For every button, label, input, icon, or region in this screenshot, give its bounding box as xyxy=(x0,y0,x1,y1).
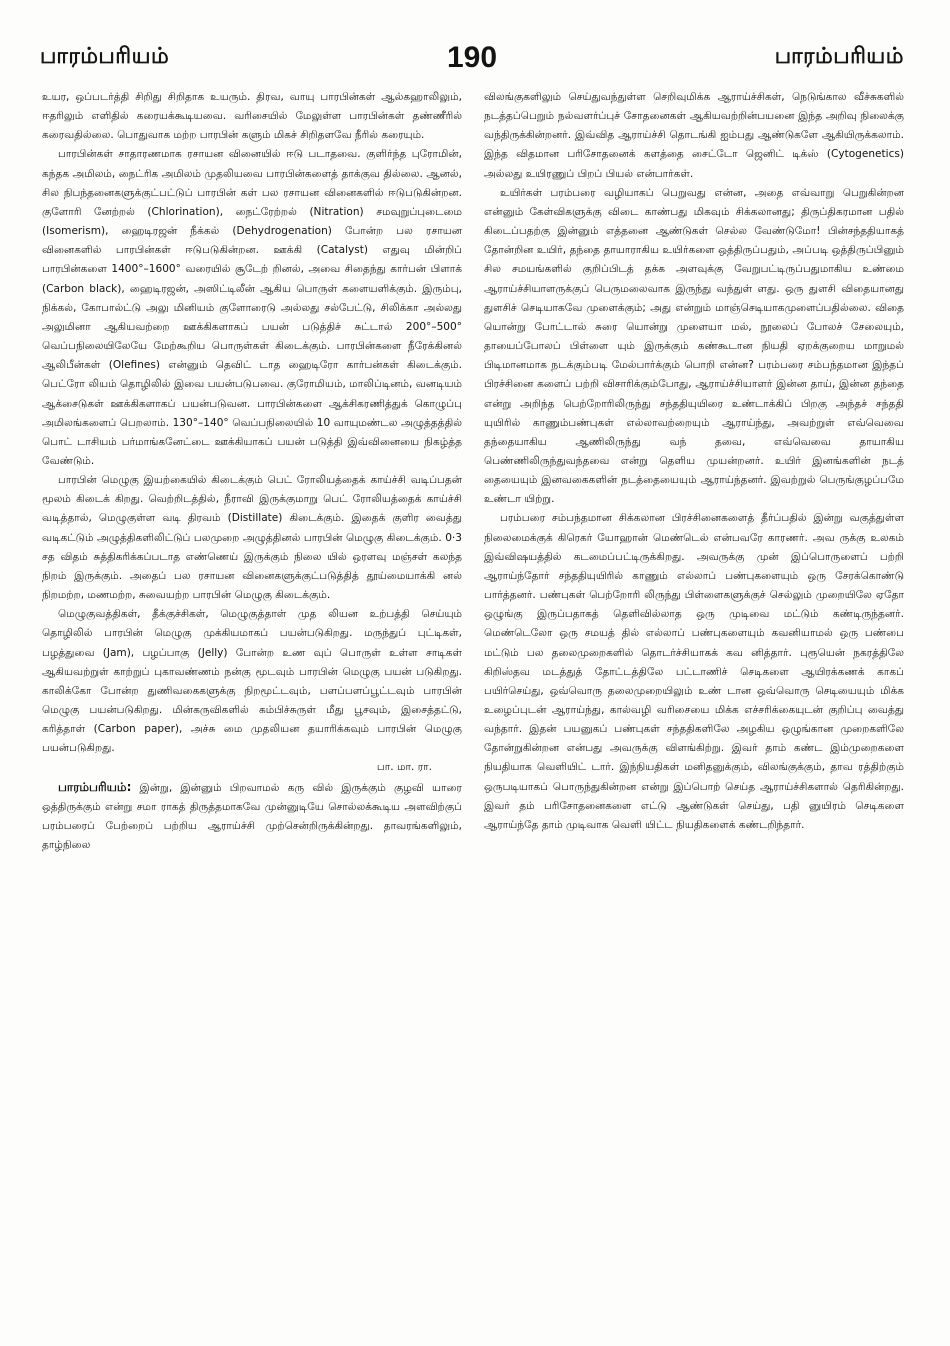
running-title-left: பாரம்பரியம் xyxy=(40,44,170,69)
author-signature: பா. மா. ரா. xyxy=(376,761,432,774)
paragraph: உயர, ஒப்படர்த்தி சிறிது சிறிதாக உயரும். திரவ, வாயு பாரபின்கள் ஆல்கஹாலிலும், ஈதரிலும் எளிதில் கரையக்கூடியவை. வரிசையில் மேலுள்ள பாரபின்கள் தண்ணீரில் கரைவதில்லை. பொதுவாக மற்ற பாரபின் களும் மிகச் சிறிதளவே நீரில் கரையும். xyxy=(42,91,462,142)
page-number: 190 xyxy=(446,41,498,74)
right-column xyxy=(484,88,904,1316)
entry-headword: பாரம்பரியம்: xyxy=(58,779,132,794)
running-title-right: பாரம்பரியம் xyxy=(774,44,904,69)
paragraph: பாரபின் மெழுகு இயற்கையில் கிடைக்கும் பெட் ரோலியத்தைக் காய்ச்சி வடிப்பதன் மூலம் கிடைக் கிறது. வெற்றிடத்தில், நீராவி இருக்குமாறு பெட் ரோலியத்தைக் காய்ச்சி வடித்தால், மெழுகுள்ள வடி திரவம் (Distillate) கிடைக்கும். இதைக் குளிர வைத்து வடிகட்டும் அழுத்திகளிலிட்டுப் பலமுறை அழுத்தினல் பாரபின் மெழுகு கிடைக்கும். 0·3 சத விதம் சுத்திகரிக்கப்படாத எண்ணெய் இருக்கும் நிலை யில் ஒரளவு மஞ்சள் கலந்த நிறம் இருக்கும். அதைப் பல ரசாயன வினைகளுக்குட்படுத்தித் தூய்மையாக்கி னல் நிறமற்ற, மணமற்ற, சுவையற்ற பாரபின் மெழுகு கிடைக்கும். xyxy=(42,474,462,602)
page-header xyxy=(40,38,904,78)
paragraph: உயிர்கள் பரம்பரை வழியாகப் பெறுவது என்ன, அதை எவ்வாறு பெறுகின்றன என்னும் கேள்விகளுக்கு விடை காண்பது மிகவும் சிக்கலானது; திருப்திகரமான பதில் கிடைப்பதற்கு இன்னும் எத்தனை ஆண்டுகள் செல்ல வேண்டுமோ! பின்சந்ததியாகத் தோன்றின உயிர், தந்தை தாயாராகிய உயிர்களை ஒத்திருப்பதும், அப்படி ஒத்திருப்பினும் சில சமயங்களில் குறிப்பிடத் தக்க அளவுக்கு வேறுபட்டிருப்பதுமாகிய உண்மை ஆராய்ச்சியாளருக்குப் பெருமலைவாக இருந்து வந்துள் ளது. ஒரு துளசி விதையானது துளசிச் செடியாகவே முளைக்கும்; அது என்றும் மாஞ்செடியாகமுளைப்பதில்லை. விதை யொன்று போட்டால் சுரை யொன்று முளையா மல், நூலைப் போலச் சேலையும், தாயைப்போலப் பிள்ளை யும் இருக்கும் கண்கூடான நியதி ஏறக்குறைய மாறுமல் பிடிமானமாக நடக்கும்படி மேல்பார்க்கும் பொறி என்ன? பரம்பரை சம்பந்தமான இந்தப் பிரச்சினை களைப் பற்றி விசாரிக்கும்போது, ஆராய்ச்சியாளர் இன்ன தாய், இன்ன தந்தை என்று அறிந்த பெற்றோரிலிருந்து சந்ததியுயிரை உண்டாக்கிப் பிறகு அந்தச் சந்ததி யுயிரில் காணும்பண்புகள் எல்லாவற்றையும் ஆராய்ந்து, அவற்றுள் எவ்வெவை தந்தையாகிய ஆணிலிருந்து வந் தவை, எவ்வெவை தாயாகிய பெண்ணிலிருந்துவந்தவை என்று தெளிய முயன்றனர். உயிர் இனங்களின் நடத் தையையும் இனவகைகளின் நடத்தையையும் ஆராய்ந்தனர். இவற்றுல் பெருங்குழப்பமே உண்டா யிற்று. xyxy=(484,186,904,506)
left-column xyxy=(42,88,462,1316)
paragraph: பாரபின்கள் சாதாரணமாக ரசாயன வினையில் ஈடு படாதவை. குளிர்ந்த புரோமின், கந்தக அமிலம், நைட்ரிக அமிலம் முதலியவை பாரபின்களைத் தாக்குவ தில்லை. ஆனல், சில நிபந்தனைகளுக்குட்பட்டுப் பாரபின் கள் பல ரசாயன வினைகளில் ஈடுபடுகின்றன. குளோரி னேற்றல் (Chlorination), நைட்ரேற்றல் (Nitration) சமவுறுப்புடைமை (Isomerism), ஹைடிரஜன் நீக்கல் (Dehydrogenation) போன்ற பல ரசாயன வினைகளில் பாரபின்கள் ஈடுபடுகின்றன. ஊக்கி (Catalyst) எதுவு மின்றிப் பாரபின்களை 1400°–1600° வரையில் சூடேற் றினல், அவை சிதைந்து கார்பன் பிளாக் (Carbon black), ஹைடிரஜன், அஸிட்டிலீன் ஆகிய பொருள் களையளிக்கும். இரும்பு, நிக்கல், கோபால்ட்டு அலு மினியம் குளோரைடு அல்லது சல்பேட்டு, சிலிக்கா அல்லது அலுமினா ஆகியவற்றை ஊக்கிகளாகப் பயன் படுத்திச் சுட்டால் 200°–500° வெப்பநிலையிலேயே மேற்கூறிய பொருள்கள் கிடைக்கும். பாரபின்களை நீரேக்கினல் ஆலிபீன்கள் (Olefines) என்னும் தெவிட் டாத ஹைடிரோ கார்பன்கள் கிடைக்கும். பெட்ரோ லியம் தொழிலில் இவை பயன்படுபவை. குரோமியம், மாலிப்டினம், வனடியம் ஆக்சைடுகள் ஊக்கிகளாகப் பயன்படுவன. பாரபின்களை ஆக்சிகரணித்துக் கொழுப்பு அமிலங்களைப் பெறலாம். 130°–140° வெப்பநிலையில் 10 வாயுமண்டல அழுத்தத்தில் பொட் டாசியம் பர்மாங்கனேட்டை ஊக்கியாகப் பயன் படுத்தி இவ்வினையை நிகழ்த்த வேண்டும். xyxy=(42,148,462,467)
paragraph: பரம்பரை சம்பந்தமான சிக்கலான பிரச்சினைகளைத் தீர்ப்பதில் இன்று வகுத்துள்ள நிலைமைக்குக் கிரெகர் யோஹான் மெண்டெல் என்பவரே காரணர். அவ ருக்கு உலகம் இவ்விஷயத்தில் கடமைப்பட்டிருக்கிறது. அவருக்கு முன் இப்பொருளைப் பற்றி ஆராய்ந்தோர் சந்ததியுயிரில் காணும் எல்லாப் பண்புகளையும் ஒரு சேரக்கொண்டு பார்த்தனர். பண்புகள் பெற்றோரி லிருந்து பிள்ளைகளுக்குச் செல்லும் முறையிலே ஏதோ ஒழுங்கு இருப்பதாகத் தெளிவில்லாத ஒரு முடிவை மட்டும் கண்டிருந்தனர். மெண்டெலோ ஒரு சமயத் தில் எல்லாப் பண்புகளையும் கவனியாமல் ஒரு பண்பை மட்டும் பல தலைமுறைகளில் தொடர்ச்சியாகக் கவ னித்தார். புரூயென் நகரத்திலே கிறிஸ்தவ மடத்துத் தோட்டத்திலே பட்டாணிச் செடிகளை ஆயிரக்கணக் காகப் பயிர்செய்து, ஒவ்வொரு தலைமுறையிலும் உண் டான ஒவ்வொரு செடியையும் மிக்க உழைப்புடன் ஆராய்ந்து, கால்வழி வரிசையை மிக்க எச்சரிக்கையுடன் குறிப்பு வைத்து வந்தார். இதன் பயனுகப் பண்புகள் சந்ததிகளிலே அழகிய ஒழுங்கான முறைகளிலே தோன்றுகின்றன என்பது அவருக்கு விளங்கிற்று. இவர் தாம் கண்ட இம்முறைகளை நியதியாக வெளியிட் டார். இந்நியதிகள் மனிதனுக்கும், விலங்குக்கும், தாவ ரத்திற்கும் ஒருபடியாகப் பொருந்துகின்றன என்று இப்பொற் செய்த ஆராய்ச்சிகளால் தெரிகின்றது. இவர் தம் பரிசோதனைகளை எட்டு ஆண்டுகள் செய்து, பதி னுயிரம் செடிகளை ஆராய்ந்தே தாம் முடிவாக வெளி யிட்ட நியதிகளைக் கண்டறிந்தார். xyxy=(484,512,904,831)
author-signature-line xyxy=(42,758,462,777)
paragraph: மெழுகுவத்திகள், தீக்குச்சிகள், மெழுகுத்தாள் முத லியன உற்பத்தி செய்யும் தொழிலில் பாரபின் மெழுகு முக்கியமாகப் பயன்படுகிறது. மருந்துப் புட்டிகள், பழத்துவை (Jam), பழப்பாகு (Jelly) போன்ற உண வுப் பொருள் உள்ள சாடிகள் ஆகியவற்றுள் காற்றுப் புகாவண்ணம் நன்கு மூடவும் பாரபின் மெழுகு பயன் படுகிறது. காலிக்கோ போன்ற துணிவகைகளுக்கு நிறமூட்டவும், பளப்பளப்பூட்டவும் பாரபின் மெழுகு பயன்படுகிறது. மின்கருவிகளில் கம்பிச்சுருள் மீது பூசவும், இசைத்தட்டு, கரித்தாள் (Carbon paper), அச்சு மை முதலியன தயாரிக்கவும் பாரபின் மெழுகு பயன்படுகிறது. xyxy=(42,608,462,755)
entry-paragraph xyxy=(42,778,462,856)
entry-text: இன்று, இன்னும் பிறவாமல் கரு வில் இருக்கும் குழவி யாரை ஒத்திருக்கும் என்று சமா ராகத் திருத்தமாகவே முன்னுடியே சொல்லக்கூடிய அளவிற்குப் பரம்பரைப் பேற்றைப் பற்றிய ஆராய்ச்சி முற்சென்றிருக்கின்றது. தாவரங்களிலும், தாழ்நிலை xyxy=(42,781,462,852)
text-columns xyxy=(42,88,904,1316)
paragraph: விலங்குகளிலும் செய்துவந்துள்ள செறிவுமிக்க ஆராய்ச்சிகள், நெடுங்கால வீச்சுகளில் நடத்தப்பெறும் நல்வளர்ப்புச் சோதனைகள் ஆகியவற்றின்பயனை இந்த அறிவு நிலைக்கு வந்திருக்கின்றனர். இவ்வித ஆராய்ச்சி தொடங்கி ஐம்பது ஆண்டுகளே ஆகியிருக்கலாம். இந்த விதமான பரிசோதனைக் களத்தை சைட்டோ ஜெனிட் டிக்ஸ் (Cytogenetics) அல்லது உயிரணுப் பிறப் பியல் என்பார்கள். xyxy=(484,91,904,180)
